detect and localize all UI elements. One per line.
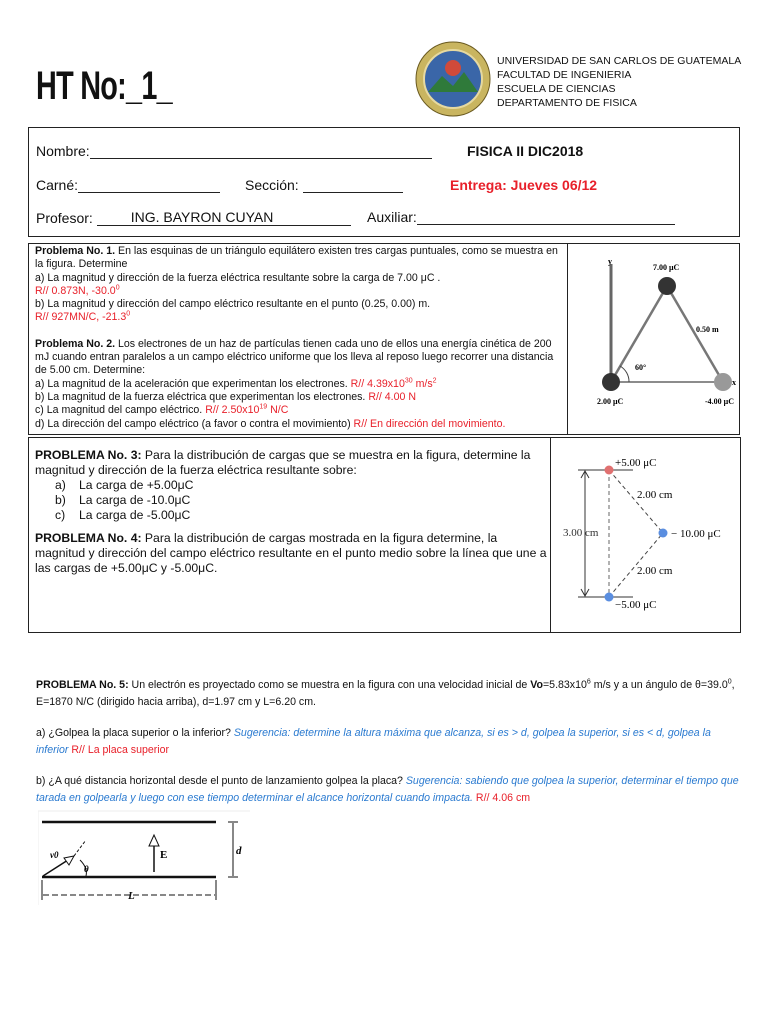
y-axis-label: y [608,257,612,266]
problem-3-text: Para la distribución de cargas que se muestra en la figura, determine la magnitud y dirección de la fuerza eléctrica resultante sobre: [35,448,531,477]
problems-1-2-box [28,243,740,435]
x-axis-label: x [732,378,736,387]
problem-5-statement: PROBLEMA No. 5: Un electrón es proyectado como se muestra en la figura con una velocidad inicial de $Vo=5.83x10^6$ m/s y a un ángulo de $\theta=39.0^0$, E=1870 N/C (dirigido hacia arriba), d=1.97 cm y L=6.20 cm. [36,678,735,708]
problem-1-a: a) La magnitud y dirección de la fuerza eléctrica resultante sobre la carga de 7.00 μC . [35,271,441,284]
problem-1 [35,245,560,272]
charge-negative [605,593,614,602]
nombre-label: Nombre: [36,143,90,159]
side-length-label: 0.50 m [696,325,719,334]
problem-2-b: b) La magnitud de la fuerza eléctrica que experimentan los electrones. R// 4.00 N [35,390,417,403]
parallel-plates-figure [38,810,253,905]
problem-5-b: b) ¿A qué distancia horizontal desde el punto de lanzamiento golpea la placa? Sugerencia: sabiendo que golpea la superior, determinar el tiempo que tarada en golpearla y luego con ese tiempo determinar el alcance horizontal cuando impacta. R// 4.06 cm [36,775,739,804]
problem-3-item: b) La carga de -10.0μC [55,493,191,507]
height-label: 3.00 cm [563,527,599,539]
problem-4-title: PROBLEMA No. 4: [35,531,142,545]
velocity-label: v0 [50,850,59,860]
problem-5-a: a) ¿Golpea la placa superior o la inferior? Sugerencia: determine la altura máxima que alcanza, si es > d, golpea la superior, si es < d, golpea la inferior R// La placa superior [36,727,711,756]
three-charges-figure [553,438,743,634]
divider [550,438,551,632]
charge-right [714,373,732,391]
problem-1-b: b) La magnitud y dirección del campo eléctrico resultante en el punto (0.25, 0.00) m. [35,298,431,311]
problem-4 [35,531,550,576]
problem-2-text: Los electrones de un haz de partículas tienen cada uno de ellos una energía cinética de 200 mJ cuando entran paralelos a un campo eléctrico uniforme que los lleva al reposo luego recorrer una distancia de 5.00 cm. Determine: [35,337,554,377]
distance-label: 2.00 cm [637,489,673,501]
charge-right-label: -4.00 μC [705,397,734,406]
carne-field[interactable] [78,178,220,193]
problem-2-a: a) La magnitud de la aceleración que experimentan los electrones. R// $4.39x10^{30}$ $m/s^2$ [35,377,437,390]
problem-2-c: c) La magnitud del campo eléctrico. R// $2.50x10^{19}$ N/C [35,403,289,417]
charge-top [658,277,676,295]
angle-label: θ [84,864,89,874]
answer-1-a: R// 0.873N, -30.0$^0$ [35,284,120,297]
nombre-field[interactable] [90,144,432,159]
problem-3-item: c) La carga de -5.00μC [55,508,191,522]
problem-1-title: Problema No. 1. [35,245,116,257]
charge-middle-label: − 10.00 μC [671,528,721,540]
profesor-label: Profesor: [36,210,93,226]
auxiliar-label: Auxiliar: [367,209,417,225]
length-label: L [128,890,135,902]
problem-3-title: PROBLEMA No. 3: [35,448,142,462]
problem-3-item: a) La carga de +5.00μC [55,478,194,492]
charge-left [602,373,620,391]
problem-2-title: Problema No. 2. [35,337,116,350]
problems-3-4-box [28,437,740,633]
problem-1-text: En las esquinas de un triángulo equilátero existen tres cargas puntuales, como se muestra en la figura. Determine [35,245,558,271]
problem-4-text: Para la distribución de cargas mostrada en la figura determine, la magnitud y dirección del campo eléctrico resultante en el punto medio sobre la línea que une a las cargas de +5.00μC y -5.00μC. [35,531,547,575]
problem-2-d: d) La dirección del campo eléctrico (a favor o contra el movimiento) R// En dirección del movimiento. [35,417,506,430]
faculty-name: FACULTAD DE INGENIERIA [497,69,632,81]
problem-3 [35,448,550,478]
page-title: HT No:_1_ [36,64,172,108]
university-name: UNIVERSIDAD DE SAN CARLOS DE GUATEMALA [497,55,742,67]
gap-label: d [236,845,242,857]
university-seal-logo [414,40,492,118]
charge-middle [659,529,668,538]
student-info-box [28,127,740,237]
divider [700,437,740,438]
auxiliar-field[interactable] [417,210,675,225]
problem-2 [35,338,560,378]
divider [740,437,741,633]
angle-label: 60° [635,363,647,372]
seccion-field[interactable] [303,178,403,193]
field-label: E [160,849,168,861]
charge-top-label: +5.00 μC [615,457,657,469]
school-name: ESCUELA DE CIENCIAS [497,83,616,95]
due-date: Entrega: Jueves 06/12 [450,177,598,193]
distance-label: 2.00 cm [637,565,673,577]
charge-top-label: 7.00 μC [653,263,680,272]
seccion-label: Sección: [245,177,299,193]
divider [567,244,568,434]
charge-bottom-label: −5.00 μC [615,599,657,611]
department-name: DEPARTAMENTO DE FISICA [497,97,637,109]
profesor-field: ING. BAYRON CUYAN [97,209,351,226]
answer-1-b: R// 927MN/C, -21.3$^0$ [35,310,131,324]
charge-left-label: 2.00 μC [597,397,624,406]
charge-positive [605,466,614,475]
triangle-charges-figure [569,244,739,434]
carne-label: Carné: [36,177,79,193]
course-label: FISICA II DIC2018 [467,143,584,159]
university-info [497,54,741,110]
problem-5 [36,677,746,821]
